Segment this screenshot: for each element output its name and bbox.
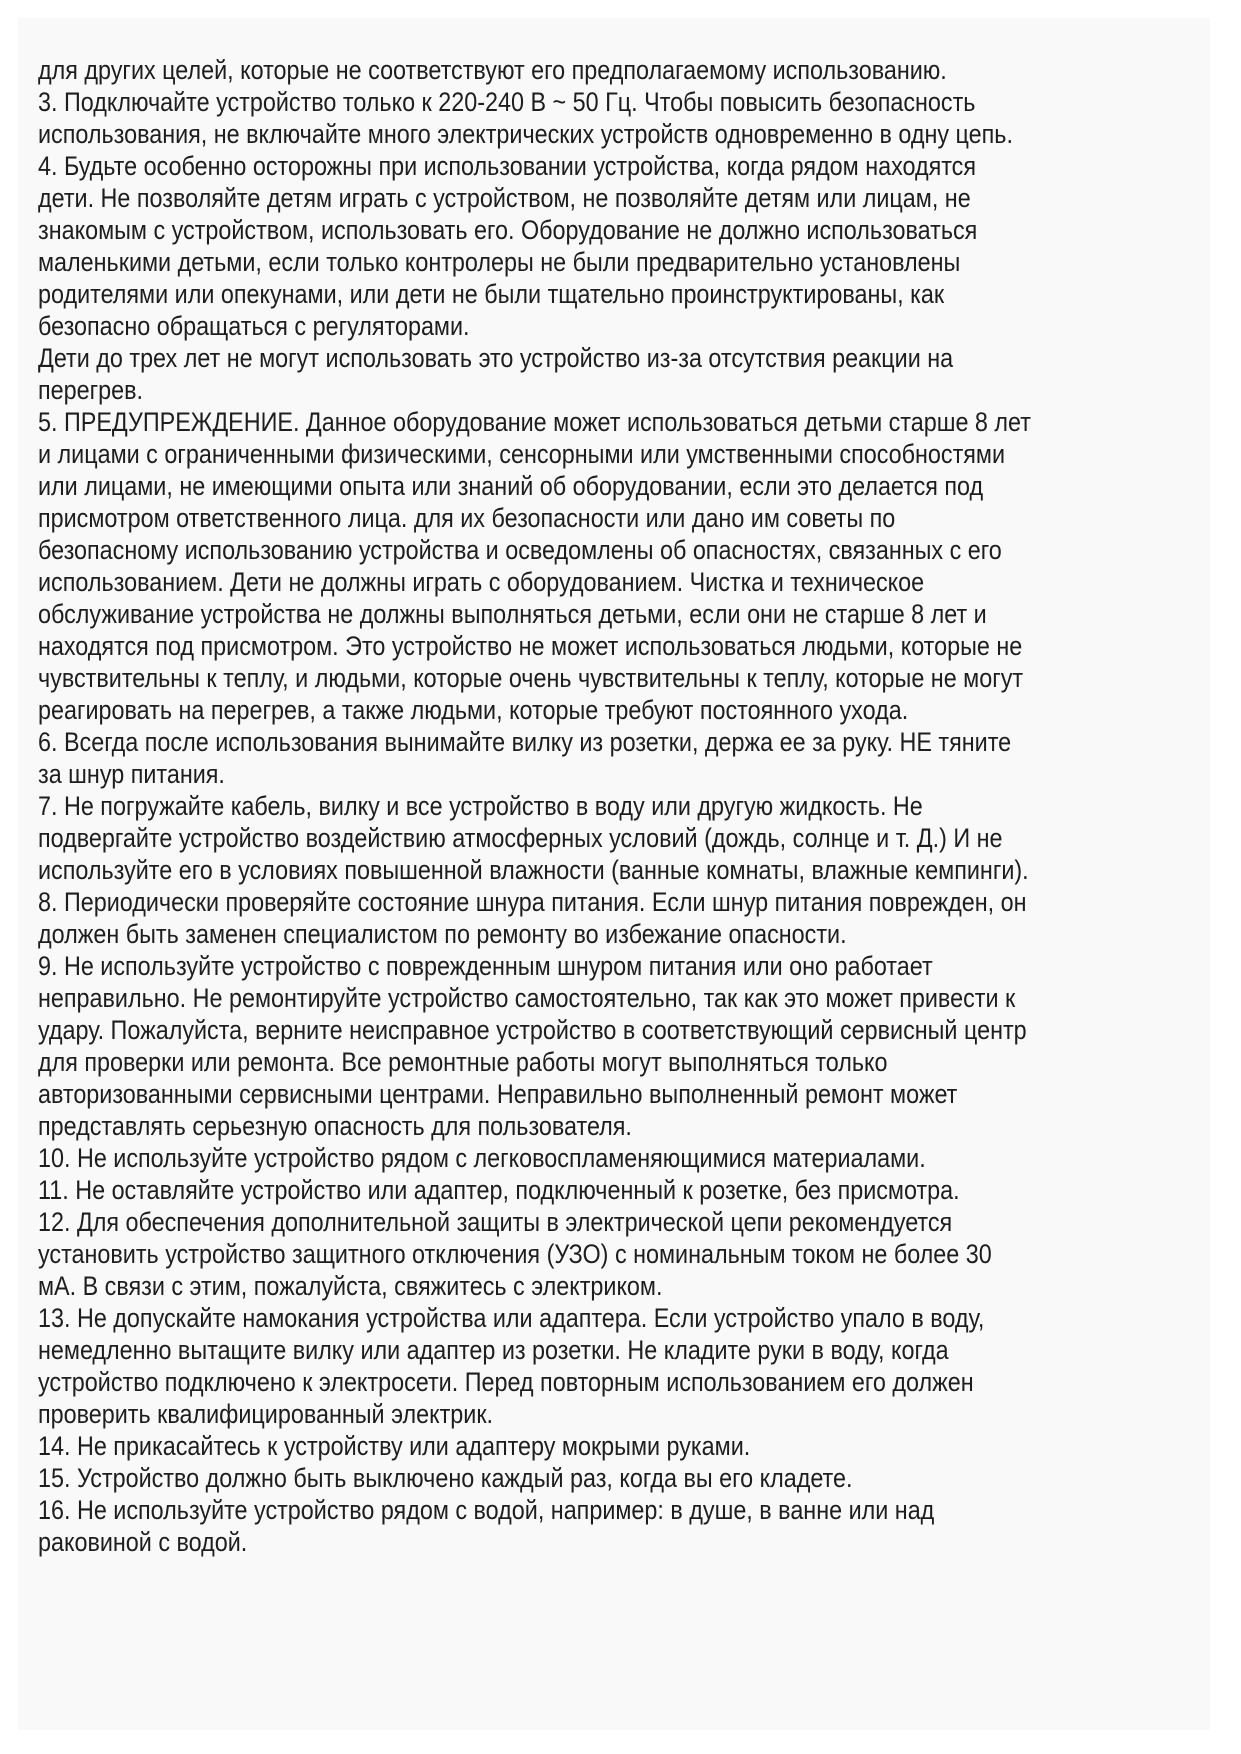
paragraph-item-10: 10. Не используйте устройство рядом с легковоспламеняющимися материалами. (38, 1143, 926, 1173)
paragraph-continuation: для других целей, которые не соответствуют его предполагаемому использованию. (38, 55, 947, 85)
paragraph-item-6: 6. Всегда после использования вынимайте вилку из розетки, держа ее за руку. НЕ тяните за шнур питания. (38, 727, 1012, 789)
paragraph-item-11: 11. Не оставляйте устройство или адаптер, подключенный к розетке, без присмотра. (38, 1175, 960, 1205)
paragraph-item-4-note: Дети до трех лет не могут использовать это устройство из-за отсутствия реакции на перегрев. (38, 343, 954, 405)
paragraph-item-7: 7. Не погружайте кабель, вилку и все устройство в воду или другую жидкость. Не подвергайте устройство воздействию атмосферных условий (дождь, солнце и т. Д.) И не используйте его в условиях повышенной влажности (ванные комнаты, влажные кемпинги). (38, 791, 1029, 885)
document-body (38, 54, 1033, 1558)
paragraph-item-14: 14. Не прикасайтесь к устройству или адаптеру мокрыми руками. (38, 1431, 751, 1461)
paragraph-item-13: 13. Не допускайте намокания устройства или адаптера. Если устройство упало в воду, немедленно вытащите вилку или адаптер из розетки. Не кладите руки в воду, когда устройство подключено к электросети. Перед повторным использованием его должен проверить квалифицированный электрик. (38, 1303, 985, 1429)
paragraph-item-3: 3. Подключайте устройство только к 220-240 В ~ 50 Гц. Чтобы повысить безопасность использования, не включайте много электрических устройств одновременно в одну цепь. (38, 87, 1013, 149)
paragraph-item-4: 4. Будьте особенно осторожны при использовании устройства, когда рядом находятся дети. Не позволяйте детям играть с устройством, не позволяйте детям или лицам, не знакомым с устройством, использовать его. Оборудование не должно использоваться маленькими детьми, если только контролеры не были предварительно установлены родителями или опекунами, или дети не были тщательно проинструктированы, как безопасно обращаться с регуляторами. (38, 151, 978, 341)
paragraph-item-12: 12. Для обеспечения дополнительной защиты в электрической цепи рекомендуется установить устройство защитного отключения (УЗО) с номинальным током не более 30 мА. В связи с этим, пожалуйста, свяжитесь с электриком. (38, 1207, 992, 1301)
paragraph-item-15: 15. Устройство должно быть выключено каждый раз, когда вы его кладете. (38, 1463, 853, 1493)
paragraph-item-5: 5. ПРЕДУПРЕЖДЕНИЕ. Данное оборудование может использоваться детьми старше 8 лет и лицами с ограниченными физическими, сенсорными или умственными способностями или лицами, не имеющими опыта или знаний об оборудовании, если это делается под присмотром ответственного лица. для их безопасности или дано им советы по безопасному использованию устройства и осведомлены об опасностях, связанных с его использованием. Дети не должны играть с оборудованием. Чистка и техническое обслуживание устройства не должны выполняться детьми, если они не старше 8 лет и находятся под присмотром. Это устройство не может использоваться людьми, которые не чувствительны к теплу, и людьми, которые очень чувствительны к теплу, которые не могут реагировать на перегрев, а также людьми, которые требуют постоянного ухода. (38, 407, 1031, 725)
paragraph-item-8: 8. Периодически проверяйте состояние шнура питания. Если шнур питания поврежден, он должен быть заменен специалистом по ремонту во избежание опасности. (38, 887, 1027, 949)
paragraph-item-16: 16. Не используйте устройство рядом с водой, например: в душе, в ванне или над раковиной с водой. (38, 1495, 935, 1557)
paragraph-item-9: 9. Не используйте устройство с поврежденным шнуром питания или оно работает неправильно. Не ремонтируйте устройство самостоятельно, так как это может привести к удару. Пожалуйста, верните неисправное устройство в соответствующий сервисный центр для проверки или ремонта. Все ремонтные работы могут выполняться только авторизованными сервисными центрами. Неправильно выполненный ремонт может представлять серьезную опасность для пользователя. (38, 951, 1027, 1141)
